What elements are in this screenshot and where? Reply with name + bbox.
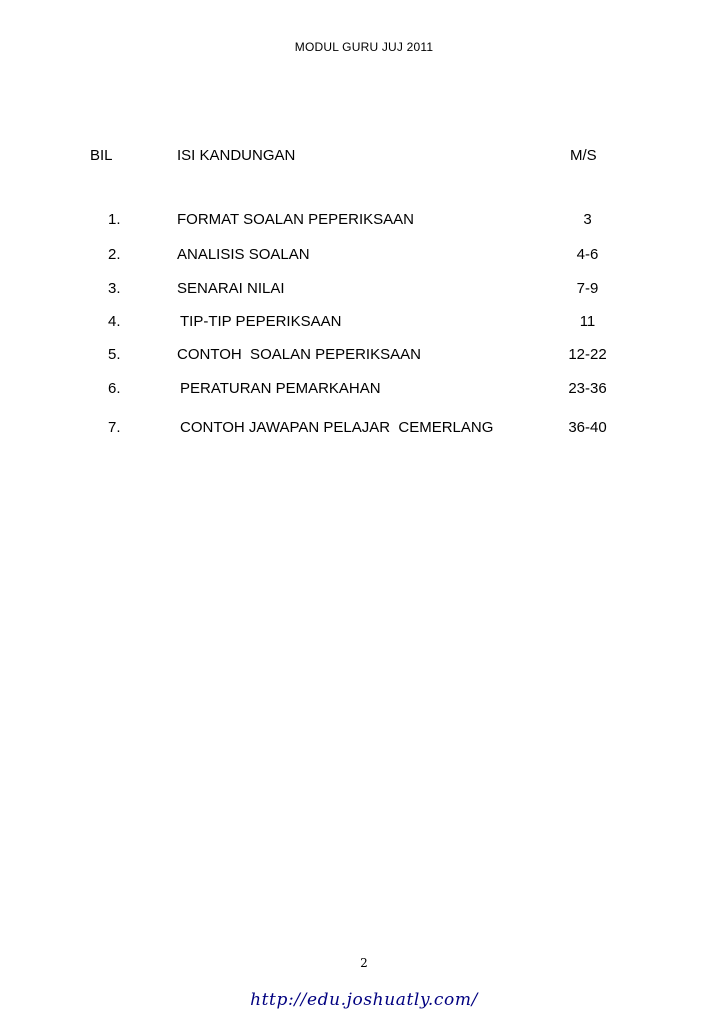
page-header: MODUL GURU JUJ 2011 xyxy=(294,40,434,54)
toc-row-title: FORMAT SOALAN PEPERIKSAAN xyxy=(177,211,415,228)
toc-row-number: 6. xyxy=(108,380,121,397)
toc-row-page: 7-9 xyxy=(576,280,599,297)
page-number: 2 xyxy=(360,956,368,970)
footer-url-link[interactable]: http://edu.joshuatly.com/ xyxy=(250,990,478,1010)
toc-row-number: 2. xyxy=(108,246,121,263)
toc-row-title: CONTOH SOALAN PEPERIKSAAN xyxy=(177,346,421,363)
toc-header-content: ISI KANDUNGAN xyxy=(177,147,296,164)
toc-row-number: 1. xyxy=(108,211,121,228)
toc-header-bil: BIL xyxy=(90,147,113,164)
toc-row-number: 5. xyxy=(108,346,121,363)
toc-row-title: CONTOH JAWAPAN PELAJAR CEMERLANG xyxy=(180,419,494,436)
toc-row-page: 23-36 xyxy=(568,380,607,397)
toc-row-title: ANALISIS SOALAN xyxy=(177,246,310,263)
toc-row-number: 7. xyxy=(108,419,121,436)
toc-header-page: M/S xyxy=(570,147,597,164)
toc-row-page: 11 xyxy=(579,313,596,330)
toc-row-title: TIP-TIP PEPERIKSAAN xyxy=(180,313,342,330)
toc-row-page: 3 xyxy=(583,211,592,228)
toc-row-number: 4. xyxy=(108,313,121,330)
toc-row-page: 36-40 xyxy=(568,419,607,436)
toc-row-number: 3. xyxy=(108,280,121,297)
toc-row-page: 12-22 xyxy=(568,346,607,363)
toc-row-page: 4-6 xyxy=(576,246,599,263)
toc-row-title: SENARAI NILAI xyxy=(177,280,285,297)
toc-row-title: PERATURAN PEMARKAHAN xyxy=(180,380,381,397)
